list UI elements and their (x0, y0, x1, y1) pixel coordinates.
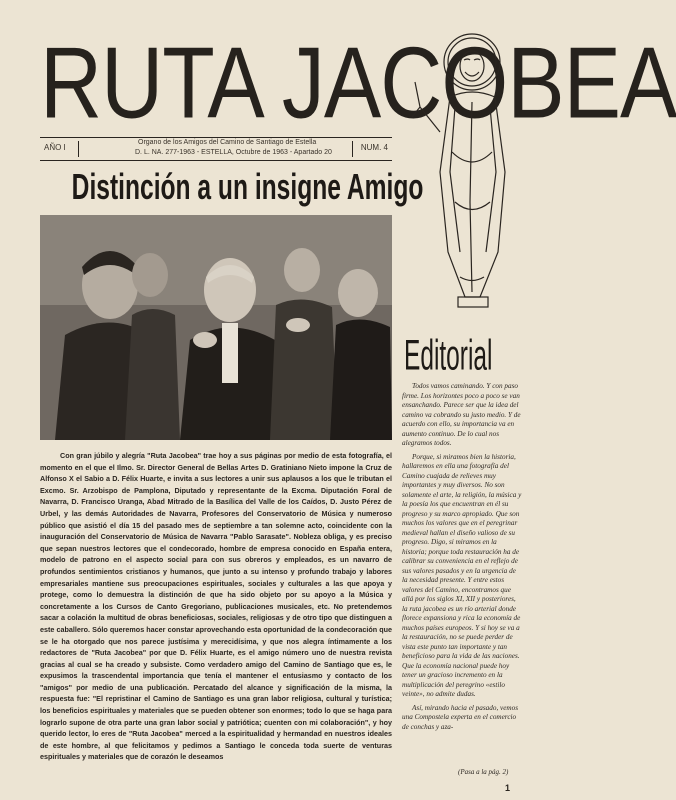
caption-paragraph: Con gran júbilo y alegría "Ruta Jacobea" trae hoy a sus páginas por medio de esta fotografía, el momento en el que el Ilmo. Sr. Director General de Bellas Artes D. Gratiniano Nieto impone la Cruz de Alfonso X el Sabio a D. Félix Huarte, e invita a sus lectores a unir sus aplausos a los que le tributan el Excmo. Sr. Arzobispo de Pamplona, Diputado y representante de la Excma. Diputación Foral de Navarra, D. Francisco Uranga, Abad Mitrado de la Basílica del Valle de los Caídos, D. Justo Pérez de Urbel, y las demás Autoridades de Navarra, Profesores del Conservatorio de Música y numeroso público que asistió el día 15 del pasado mes de septiembre a tan solemne acto, coincidente con la inauguración del Conservatorio de Música de Navarra "Pablo Sarasate". Nobleza obliga, y es preciso que sepan nuestros lectores que el condecorado, hombre de empresa conocido en España entera, modelo de patrono en el aspecto social para con sus obreros y empleados, es un navarro de profundos sentimientos cristianos y humanos, que junto a su intenso y profundo trabajo y labores empresariales mantiene sus preocupaciones espirituales, sociales y culturales a las que apoya y protege, como lo demuestra la distinción de que ha sido objeto por su apoyo a la Música y concretamente a los Cursos de Canto Gregoriano, publicaciones musicales, etc. No pretendemos sacar a colación la multitud de obras beneficiosas, sociales, religiosas y de otro tipo que distinguen a este caballero. Sólo queremos hacer constar aprovechando esta oportunidad de la condecoración que se le ha otorgado que nos parece justísima y merecidísima, y que nos alegra íntimamente a los redactores de "Ruta Jacobea" por que D. Félix Huarte, es el amigo número uno de nuestra revista gracias al cual se ha creado y subsiste. Como verdadero amigo del Camino de Santiago que es, le expusimos la trascendental importancia que tenía el mantener el entusiasmo y contacto de los "amigos" por medio de una publicación. Percatado del alcance y significación de la misma, la respuesta fue: "El repristinar el Camino de Santiago es una gran labor religiosa, cultural y turística; los beneficios espirituales y materiales que se pueden obtener son enormes; todo lo que se haga para lograrlo supone de otra parte una gran labor social y patriótica; cuenten con mi colaboración", y hoy querido lector, lo eres de "Ruta Jacobea" merced a la espiritualidad y hermandad en nuestros ideales de este hombre, al que felicitamos y pedimos a Santiago le conceda toda suerte de venturas espirituales y materiales que de corazón le deseamos (40, 451, 392, 762)
editorial-paragraph: Todos vamos caminando. Y con paso firme. Los horizontes poco a poco se van ensanchando. Parece ser que la idea del camino va cobrando su justo medio. Y de acuerdo con ello, su importancia va en aumento continuo. De lo cual nos alegramos todos. (402, 382, 521, 447)
apostle-illustration (410, 22, 525, 312)
photo-illustration (40, 215, 392, 440)
publisher-line: Organo de los Amigos del Camino de Santiago de Estella (138, 139, 317, 146)
editorial-title: Editorial (404, 332, 493, 380)
headline: Distinción a un insigne Amigo (71, 168, 424, 208)
divider (78, 141, 79, 157)
masthead-title: RUTA JACOBEA (40, 26, 676, 140)
legal-deposit-line: D. L. NA. 277-1963 - ESTELLA, Octubre de 1963 - Apartado 20 (135, 149, 332, 156)
ceremony-photo (40, 215, 392, 440)
editorial-paragraph: Así, mirando hacia el pasado, vemos una Compostela experta en el comercio de conchas y aza- (402, 703, 519, 731)
editorial-body (402, 382, 522, 736)
issue-year: AÑO I (44, 143, 66, 152)
editorial-paragraph: Porque, si miramos bien la historia, hallaremos en ella una fotografía del Camino cuajada de relieves muy importantes y muy diversos. No son solamente el arte, la religión, la música y la poesía los que encuentran en él su progreso y su marco apropiado. Que son muchos los valores que en el peregrinar medieval hallan el diseño valioso de su progreso. Digo, si miramos en la historia; porque toda restauración ha de calibrar su conveniencia en el reflejo de sus valores pasados y en la urgencia de la necesidad presente. Y entre estos valores del Camino, encontramos que allá por los siglos XI, XII y posteriores, la ruta jacobea es un río arterial donde florece expansiona y rica la economía de muchos países europeos. Y si hoy se va a la restauración, no se puede perder de vista este punto tan importante y tan beneficioso para la vida de las naciones. Que la economía nacional puede hoy tener un gracioso incremento en la multiplicación del peregrino «estilo veinte», no admite dudas. (402, 452, 522, 698)
page-number: 1 (505, 783, 511, 793)
photo-caption (40, 450, 392, 763)
issue-number: NUM. 4 (360, 143, 388, 152)
issue-info-bar (40, 137, 392, 161)
divider (352, 141, 353, 157)
continued-link[interactable]: (Pasa a la pág. 2) (458, 768, 509, 776)
